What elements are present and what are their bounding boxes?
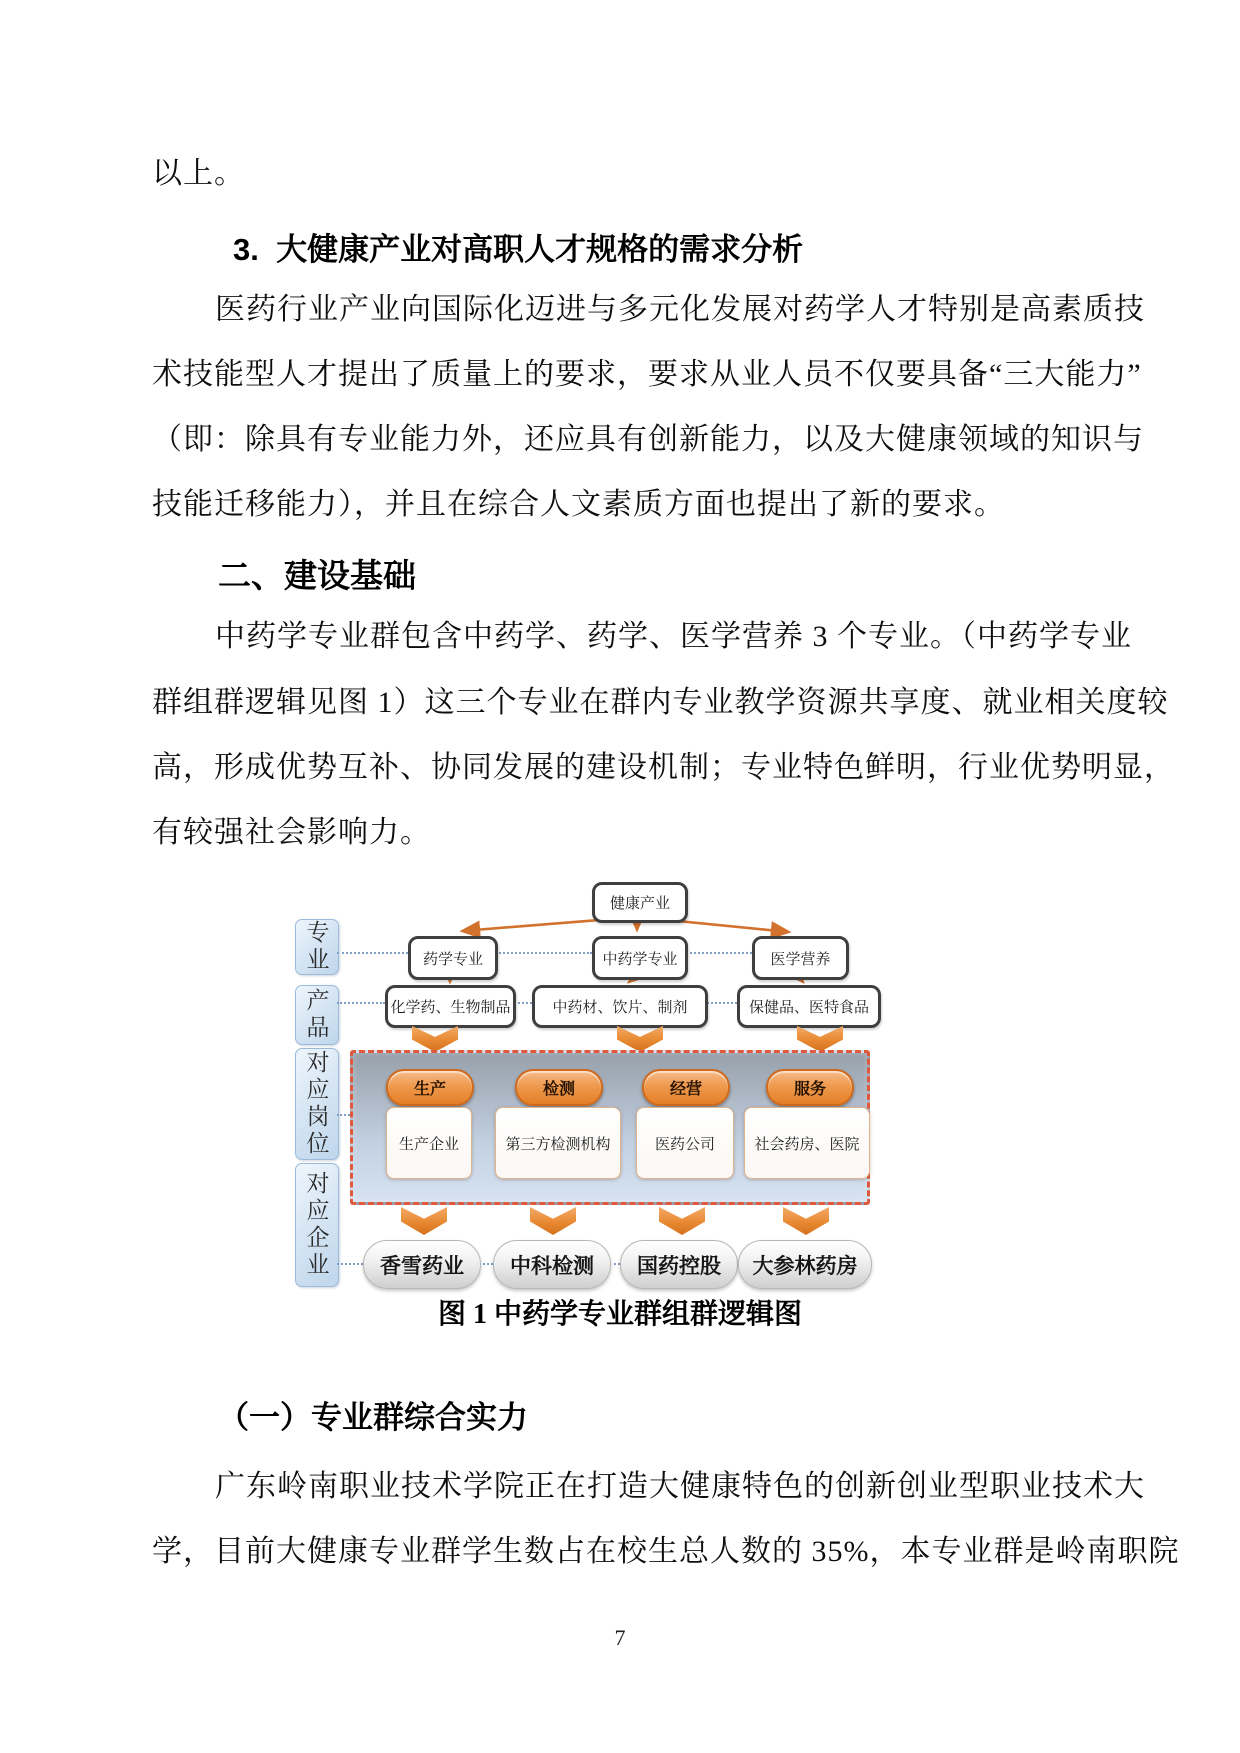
pill-operation: 经营 [642,1069,730,1106]
node-product-healthfood: 保健品、医特食品 [737,985,881,1028]
chevron-down-icon [783,1207,829,1235]
orgbox-production-enterprise: 生产企业 [386,1107,472,1179]
para2-line2: 群组群逻辑见图 1）这三个专业在群内专业教学资源共享度、就业相关度较 [152,686,1169,719]
row-label-majors: 专业 [295,919,339,975]
enterprise-xiangxue: 香雪药业 [363,1240,481,1289]
paragraph-closing-line: 以上。 [152,157,245,190]
node-health-industry: 健康产业 [592,882,688,923]
chevron-down-icon [797,1026,843,1052]
chevron-down-icon [412,1026,458,1052]
node-major-pharmacy: 药学专业 [408,936,498,980]
dotted-line [337,1002,385,1004]
orgbox-pharma-company: 医药公司 [636,1107,734,1179]
node-product-chemical: 化学药、生物制品 [385,985,516,1028]
enterprise-sinopharm: 国药控股 [620,1240,738,1289]
heading-section-2: 二、建设基础 [218,557,416,594]
chevron-down-icon [530,1207,576,1235]
pill-service: 服务 [766,1069,854,1106]
enterprise-dashenlin: 大参林药房 [738,1240,872,1289]
para1-line3: （即：除具有专业能力外，还应具有创新能力，以及大健康领域的知识与 [152,423,1144,456]
page-number: 7 [614,1625,626,1650]
chevron-down-icon [617,1026,663,1052]
dotted-line [337,952,408,954]
chevron-down-icon [659,1207,705,1235]
heading-subsection-1: （一）专业群综合实力 [218,1400,528,1435]
para1-line2: 术技能型人才提出了质量上的要求，要求从业人员不仅要具备“三大能力” [152,358,1142,391]
dotted-line [337,1114,350,1116]
dotted-line [337,1263,363,1265]
para3-line1: 广东岭南职业技术学院正在打造大健康特色的创新创业型职业技术大 [215,1470,1145,1503]
figure-caption: 图 1 中药学专业群组群逻辑图 [437,1299,802,1330]
dotted-line [682,952,752,954]
node-major-tcm: 中药学专业 [592,936,688,980]
row-label-jobs: 对应岗位 [295,1048,339,1160]
orgbox-pharmacy-hospital: 社会药房、医院 [744,1107,870,1179]
pill-testing: 检测 [515,1069,603,1106]
node-major-nutrition: 医学营养 [752,936,849,980]
para1-line4: 技能迁移能力），并且在综合人文素质方面也提出了新的要求。 [152,488,1005,521]
orgbox-third-party-testing: 第三方检测机构 [495,1107,621,1179]
para2-line4: 有较强社会影响力。 [152,816,431,849]
row-label-enterprises: 对应企业 [295,1163,339,1287]
enterprise-zhongke: 中科检测 [493,1240,611,1289]
para1-line1: 医药行业产业向国际化迈进与多元化发展对药学人才特别是高素质技 [215,293,1145,326]
chevron-down-icon [401,1207,447,1235]
dotted-line [492,952,592,954]
row-label-products: 产品 [295,985,339,1045]
para2-line3: 高，形成优势互补、协同发展的建设机制；专业特色鲜明，行业优势明显， [152,751,1175,784]
node-product-tcm-material: 中药材、饮片、制剂 [532,985,708,1028]
para2-line1: 中药学专业群包含中药学、药学、医学营养 3 个专业。（中药学专业 [215,620,1132,653]
heading-section-3: 3. 大健康产业对高职人才规格的需求分析 [233,232,804,267]
para3-line2: 学，目前大健康专业群学生数占在校生总人数的 35%，本专业群是岭南职院 [152,1535,1180,1568]
pill-production: 生产 [386,1069,474,1106]
dotted-line [479,1263,493,1265]
